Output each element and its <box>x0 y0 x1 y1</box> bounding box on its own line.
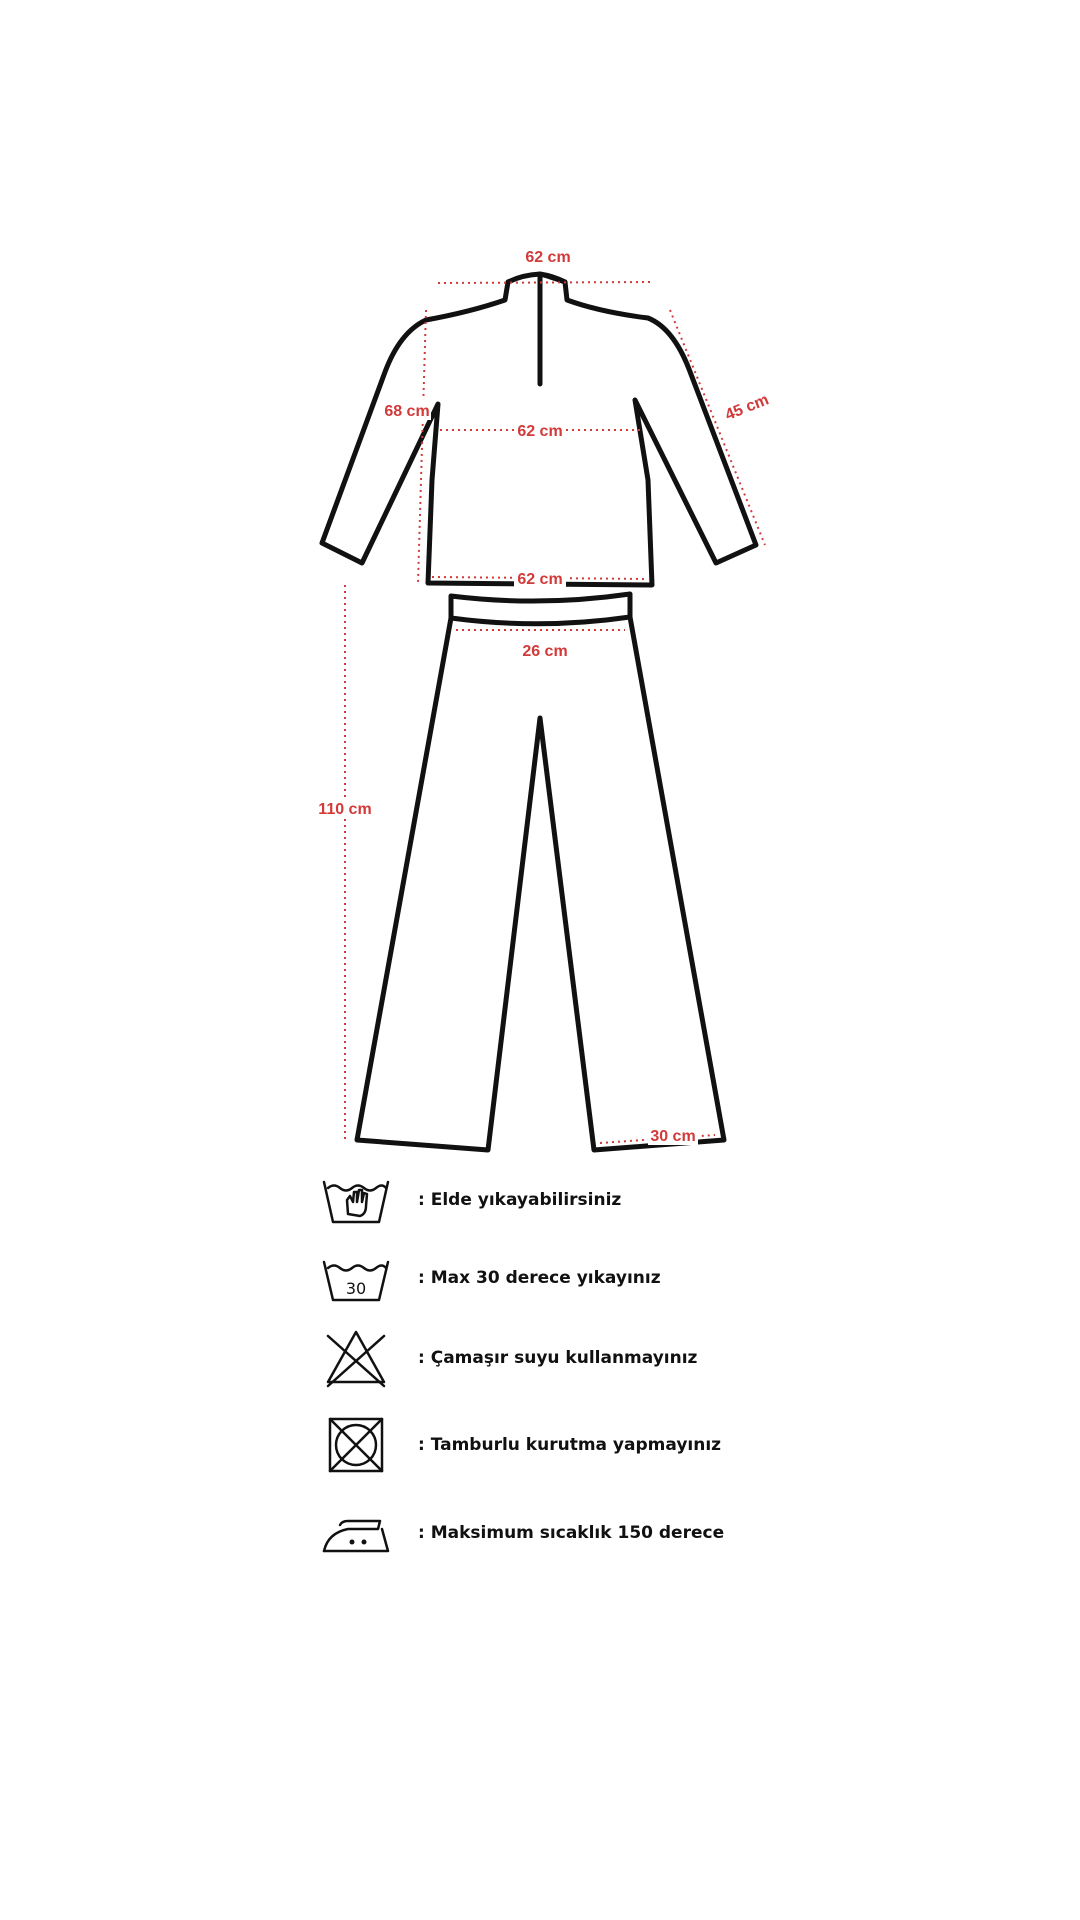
no-tumble-dry-icon <box>320 1415 392 1475</box>
care-item-wash-30 <box>320 1248 840 1308</box>
care-text-iron-150: : Maksimum sıcaklık 150 derece <box>418 1523 725 1543</box>
hand-wash-icon <box>320 1170 392 1230</box>
top-length-label: 68 cm <box>384 403 430 420</box>
iron-150-icon <box>320 1503 392 1563</box>
hem-width-label: 62 cm <box>517 571 563 588</box>
care-item-no-tumble-dry <box>320 1415 840 1475</box>
pants-outline <box>357 594 724 1150</box>
pants-legs-outline <box>357 617 724 1150</box>
sleeve-length-line <box>670 310 765 545</box>
care-item-iron-150 <box>320 1503 840 1563</box>
collar-width-line <box>438 282 650 283</box>
pants-length-label: 110 cm <box>318 801 372 818</box>
collar-width-label: 62 cm <box>525 249 571 266</box>
sleeve-length-label: 45 cm <box>722 391 772 425</box>
care-text-hand-wash: : Elde yıkayabilirsiniz <box>418 1190 622 1210</box>
leg-opening-label: 30 cm <box>650 1128 696 1145</box>
chest-width-label: 62 cm <box>517 423 563 440</box>
care-item-no-bleach <box>320 1328 840 1388</box>
waist-width-label: 26 cm <box>522 643 568 660</box>
care-text-wash-30: : Max 30 derece yıkayınız <box>418 1268 661 1288</box>
care-text-no-bleach: : Çamaşır suyu kullanmayınız <box>418 1348 698 1368</box>
wash-30-temp: 30 <box>345 1279 367 1298</box>
wash-30-icon <box>320 1248 392 1308</box>
collar-outline <box>508 274 565 282</box>
no-bleach-icon <box>320 1328 392 1388</box>
care-item-hand-wash <box>320 1170 840 1230</box>
care-text-no-tumble-dry: : Tamburlu kurutma yapmayınız <box>418 1435 722 1455</box>
measurement-labels <box>318 246 774 1145</box>
pants-waistband-outline <box>451 594 630 624</box>
